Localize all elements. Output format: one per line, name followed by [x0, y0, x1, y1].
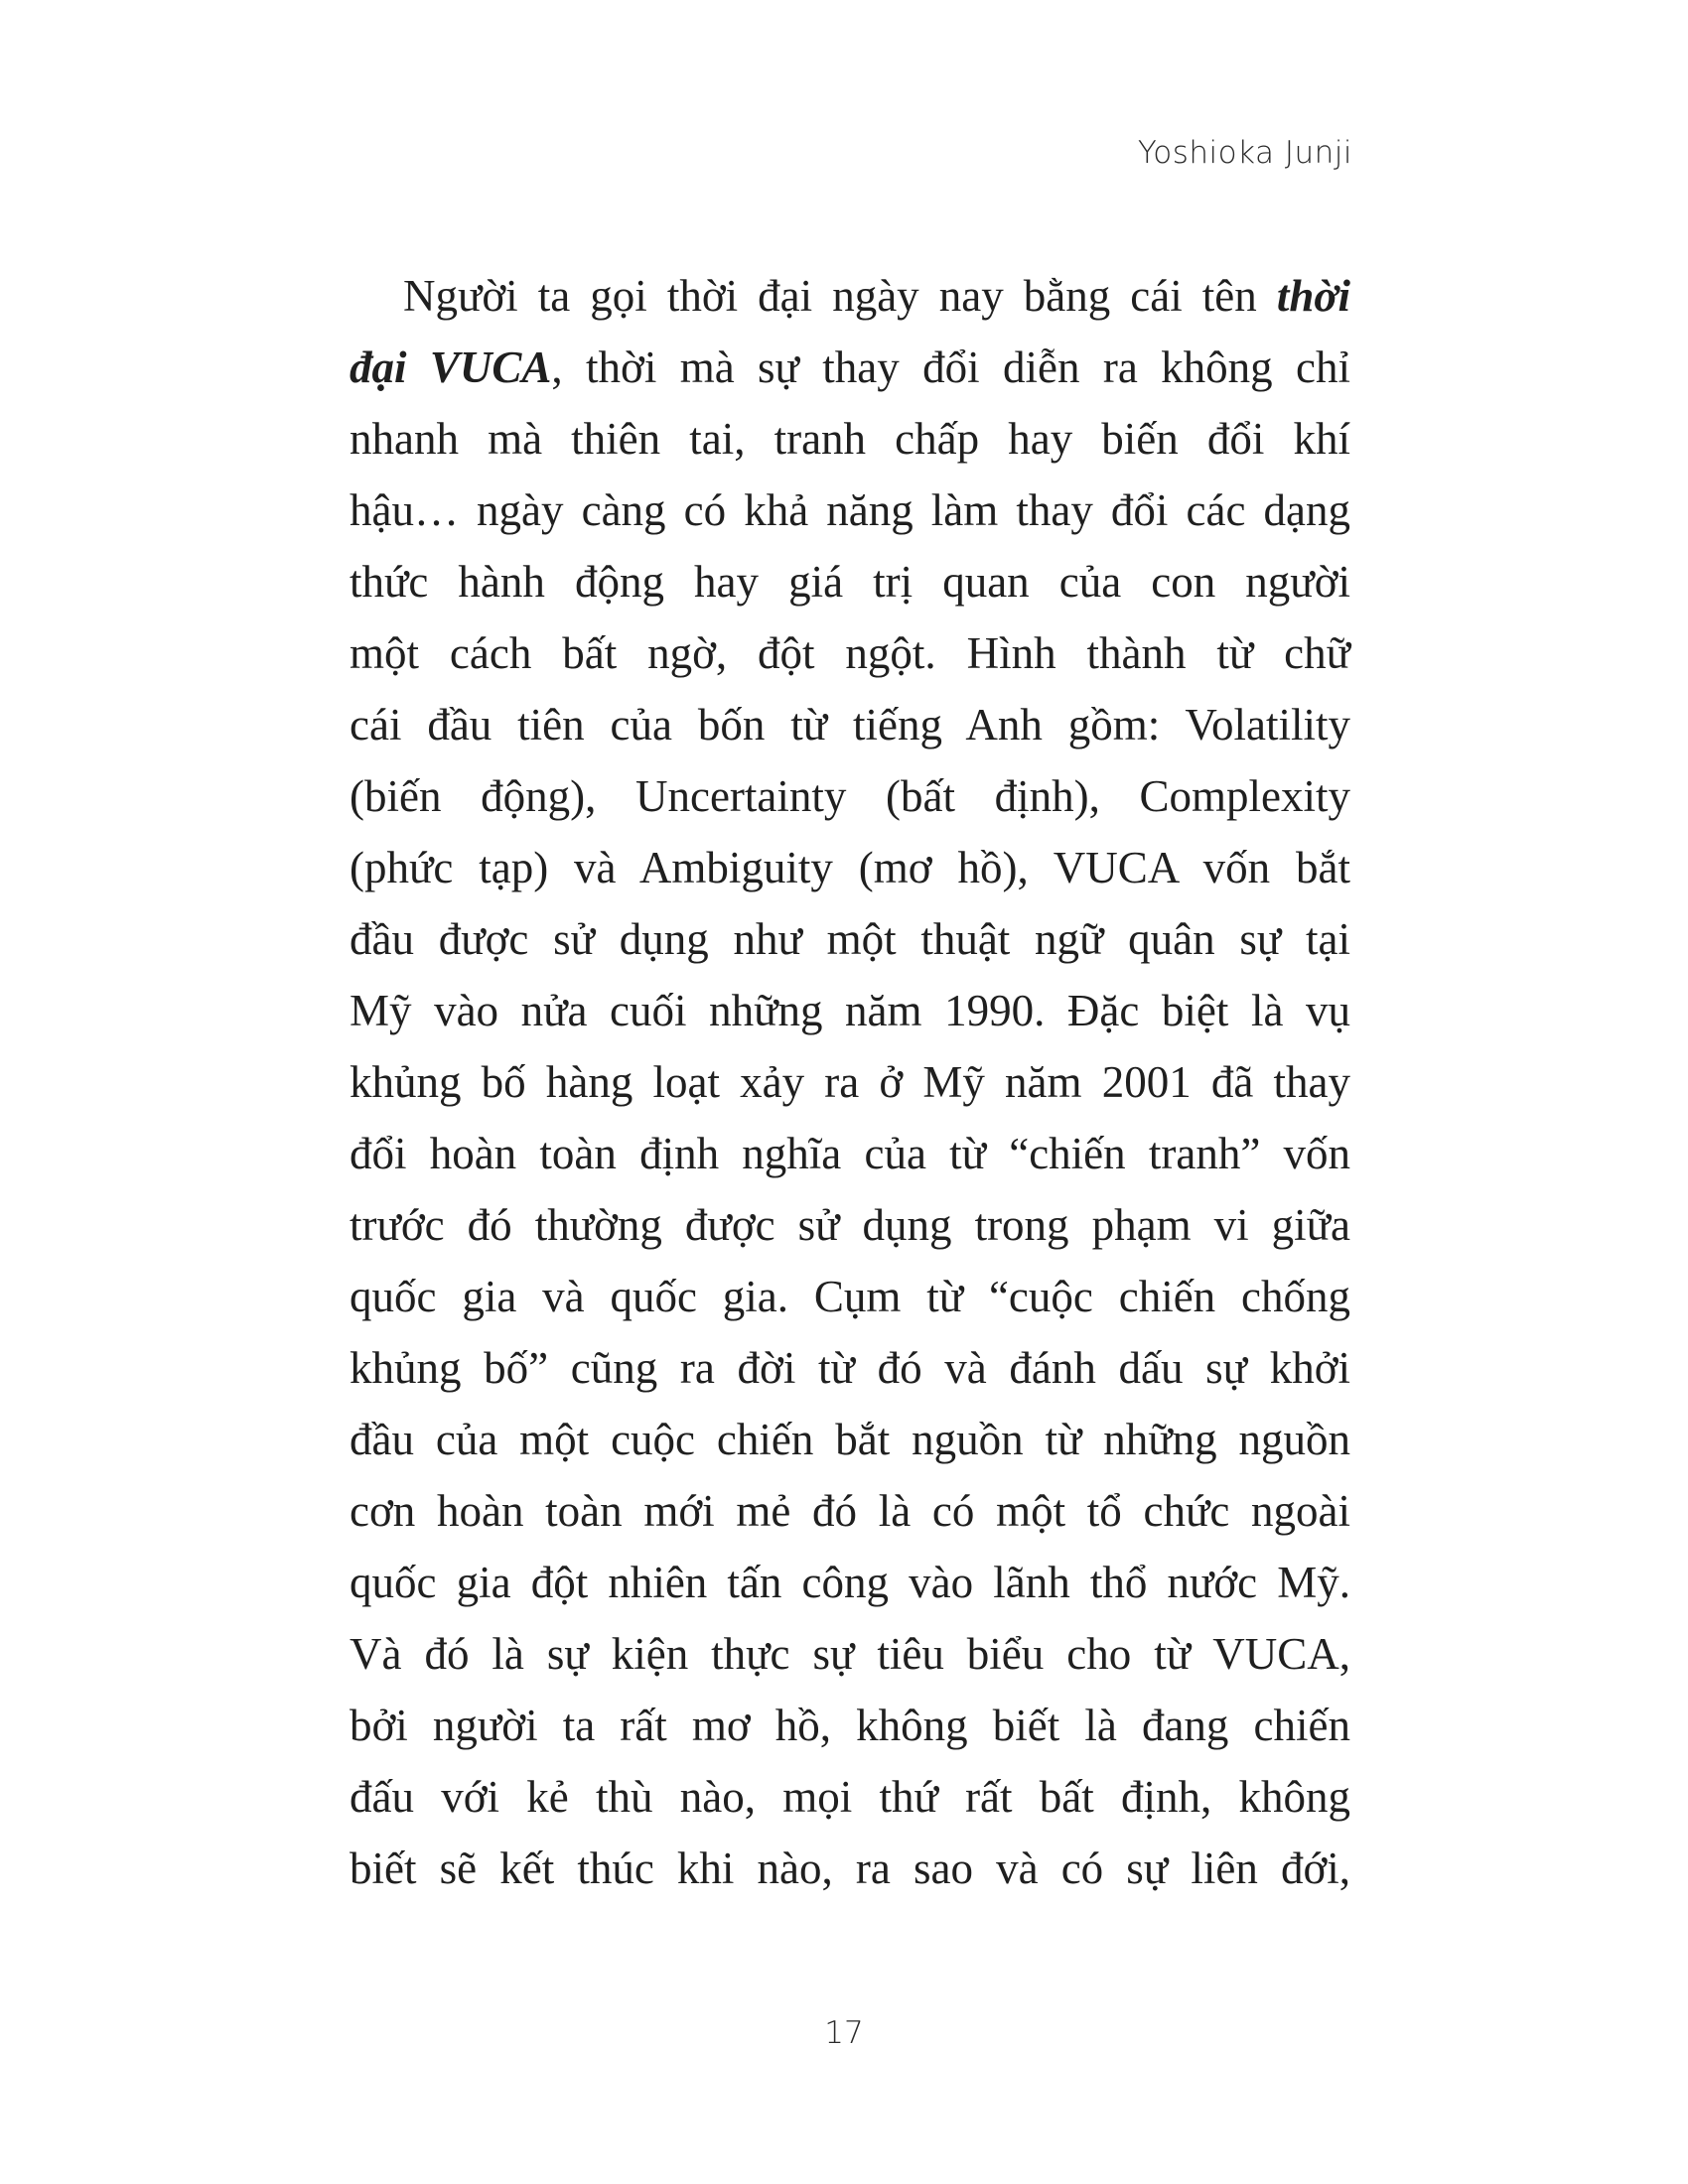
text-line — [350, 546, 1350, 617]
line-text: Và đó là sự kiện thực sự tiêu biểu cho từ VUCA, — [350, 1629, 1350, 1679]
text-line — [350, 475, 1350, 546]
text-line — [350, 1332, 1350, 1404]
line-text: khủng bố” cũng ra đời từ đó và đánh dấu sự khởi — [350, 1343, 1350, 1393]
text-line — [350, 1547, 1350, 1618]
line-text: một cách bất ngờ, đột ngột. Hình thành từ chữ — [350, 628, 1350, 678]
line-text: (phức tạp) và Ambiguity (mơ hồ), VUCA vốn bắt — [350, 843, 1350, 892]
text-line — [350, 1404, 1350, 1475]
page-number: 17 — [824, 2015, 864, 2051]
line-text: đấu với kẻ thù nào, mọi thứ rất bất định, không — [350, 1772, 1350, 1822]
line-text: bởi người ta rất mơ hồ, không biết là đang chiến — [350, 1701, 1350, 1750]
line-text: đầu được sử dụng như một thuật ngữ quân sự tại — [350, 914, 1350, 964]
text-line — [350, 403, 1350, 475]
text-line — [350, 975, 1350, 1046]
text-line — [350, 1189, 1350, 1261]
line-text: Người ta gọi thời đại ngày nay bằng cái tên — [403, 271, 1277, 321]
text-line — [350, 760, 1350, 832]
running-header-author: Yoshioka Junji — [1137, 135, 1352, 171]
body-paragraph — [350, 260, 1350, 1904]
line-text: cơn hoàn toàn mới mẻ đó là có một tổ chức ngoài — [350, 1486, 1350, 1536]
text-line — [350, 689, 1350, 760]
text-line — [350, 332, 1350, 403]
line-text: đổi hoàn toàn định nghĩa của từ “chiến tranh” vốn — [350, 1129, 1350, 1178]
line-text: khủng bố hàng loạt xảy ra ở Mỹ năm 2001 đã thay — [350, 1057, 1350, 1107]
text-line — [350, 617, 1350, 689]
text-line — [350, 1618, 1350, 1690]
line-text: trước đó thường được sử dụng trong phạm vi giữa — [350, 1200, 1350, 1250]
text-line — [350, 260, 1350, 332]
line-text: , thời mà sự thay đổi diễn ra không chỉ — [551, 342, 1351, 392]
text-line — [350, 1761, 1350, 1833]
text-line — [350, 1046, 1350, 1118]
emphasized-term: đại VUCA — [350, 342, 552, 392]
line-text: thức hành động hay giá trị quan của con người — [350, 557, 1350, 607]
text-line — [350, 1833, 1350, 1904]
text-line — [350, 1261, 1350, 1332]
line-text: quốc gia đột nhiên tấn công vào lãnh thổ nước Mỹ. — [350, 1558, 1350, 1607]
text-line — [350, 1690, 1350, 1761]
line-text: hậu… ngày càng có khả năng làm thay đổi các dạng — [350, 485, 1350, 535]
line-text: đầu của một cuộc chiến bắt nguồn từ những nguồn — [350, 1415, 1350, 1464]
text-line — [350, 1475, 1350, 1547]
line-text: quốc gia và quốc gia. Cụm từ “cuộc chiến chống — [350, 1272, 1350, 1321]
text-line — [350, 1118, 1350, 1189]
line-text: (biến động), Uncertainty (bất định), Complexity — [350, 771, 1350, 821]
line-text: cái đầu tiên của bốn từ tiếng Anh gồm: Volatility — [350, 700, 1350, 750]
emphasized-term: thời — [1276, 271, 1350, 321]
line-text: Mỹ vào nửa cuối những năm 1990. Đặc biệt là vụ — [350, 986, 1350, 1035]
text-line — [350, 832, 1350, 903]
text-line — [350, 903, 1350, 975]
line-text: nhanh mà thiên tai, tranh chấp hay biến đổi khí — [350, 414, 1350, 464]
line-text: biết sẽ kết thúc khi nào, ra sao và có sự liên đới, — [350, 1843, 1350, 1893]
